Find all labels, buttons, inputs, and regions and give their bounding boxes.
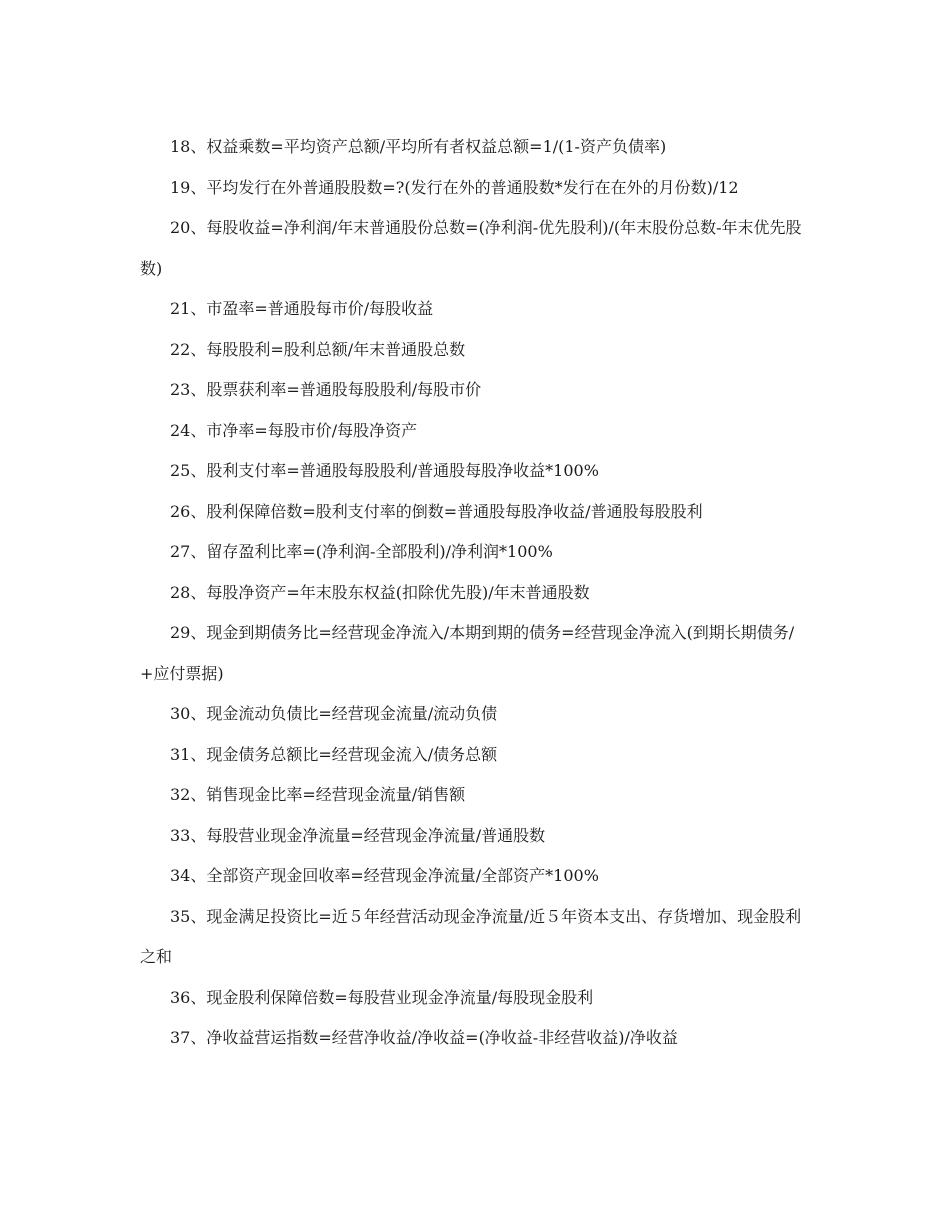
formula-34: 34、全部资产现金回收率=经营现金净流量/全部资产*100% xyxy=(170,866,599,885)
formula-25: 25、股利支付率=普通股每股股利/普通股每股净收益*100% xyxy=(170,461,599,480)
formula-30: 30、现金流动负债比=经营现金流量/流动负债 xyxy=(170,704,498,723)
formula-31: 31、现金债务总额比=经营现金流入/债务总额 xyxy=(170,744,498,764)
formula-32: 32、销售现金比率=经营现金流量/销售额 xyxy=(170,785,466,804)
formula-24: 24、市净率=每股市价/每股净资产 xyxy=(170,420,418,440)
formula-18: 18、权益乘数=平均资产总额/平均所有者权益总额=1/(1-资产负债率) xyxy=(170,137,667,156)
formula-33: 33、每股营业现金净流量=经营现金净流量/普通股数 xyxy=(170,825,546,845)
formula-26: 26、股利保障倍数=股利支付率的倒数=普通股每股净收益/普通股每股股利 xyxy=(170,501,703,521)
formula-20: 20、每股收益=净利润/年末普通股份总数=(净利润-优先股利)/(年末股份总数-年末优先股数) xyxy=(140,218,802,278)
formula-28: 28、每股净资产=年末股东权益(扣除优先股)/年末普通股数 xyxy=(170,582,590,602)
formula-35: 35、现金满足投资比=近５年经营活动现金净流量/近５年资本支出、存货增加、现金股利之和 xyxy=(140,906,802,966)
formula-19: 19、平均发行在外普通股股数=?(发行在外的普通股数*发行在在外的月份数)/12 xyxy=(170,177,739,197)
formula-23: 23、股票获利率=普通股每股股利/每股市价 xyxy=(170,380,482,399)
formula-27: 27、留存盈利比率=(净利润-全部股利)/净利润*100% xyxy=(170,542,553,561)
document-page xyxy=(140,127,810,1059)
formula-37: 37、净收益营运指数=经营净收益/净收益=(净收益-非经营收益)/净收益 xyxy=(170,1028,678,1047)
formula-36: 36、现金股利保障倍数=每股营业现金净流量/每股现金股利 xyxy=(170,987,594,1007)
formula-22: 22、每股股利=股利总额/年末普通股总数 xyxy=(170,339,466,359)
formula-29: 29、现金到期债务比=经营现金净流入/本期到期的债务=经营现金净流入(到期长期债务/+应付票据) xyxy=(140,623,795,683)
formula-21: 21、市盈率=普通股每市价/每股收益 xyxy=(170,299,434,318)
